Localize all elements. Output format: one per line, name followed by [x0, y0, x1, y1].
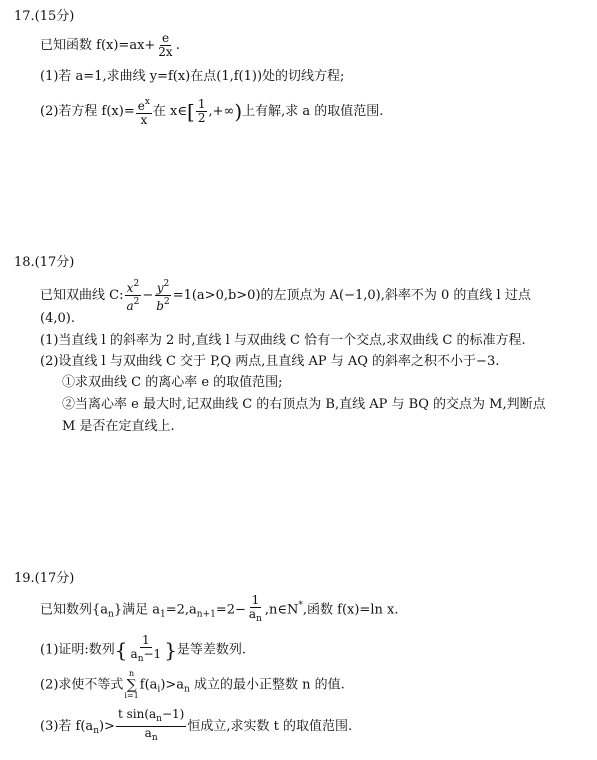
- denominator: $a_n$: [144, 726, 158, 743]
- numerator: $y^2$: [156, 279, 170, 295]
- stem-mid: =1(a>0,b>0)的左顶点为 A(−1,0),斜率不为 0 的直线 l 过点: [172, 288, 531, 303]
- problem-17-part-2: [40, 96, 383, 127]
- problem-18-number: 18.(17分): [14, 255, 75, 270]
- problem-19-part-1: (1)证明:数列{ $\frac{1}{a_n-1}$ }是等差数列.: [40, 633, 247, 664]
- left-bracket: [: [187, 99, 195, 124]
- numerator: 1: [142, 633, 150, 647]
- summation: [124, 670, 138, 700]
- fraction: [247, 594, 264, 626]
- right-paren: ): [234, 99, 243, 124]
- fraction: [156, 32, 174, 59]
- part-2-tail: 上有解,求 a 的取值范围.: [242, 104, 384, 119]
- y-fraction: [154, 278, 171, 313]
- problem-18-stem-continued: (4,0).: [40, 311, 75, 326]
- problem-18-stem: 已知双曲线 C: $\frac{x^2}{a^2}$ − $\frac{y^2}{b^2}$ =1(a>0,b>0)的左顶点为 A(−1,0),斜率不为 0 的直线 l 过点: [40, 279, 531, 313]
- problem-18-subpart-2: ②当离心率 e 最大时,记双曲线 C 的右顶点为 B,直线 AP 与 BQ 的交点为 M,判断点: [62, 397, 546, 412]
- problem-18-subpart-1: ①求双曲线 C 的离心率 e 的取值范围;: [62, 375, 283, 390]
- numerator: t $\sin(a_n-1)$: [116, 708, 186, 727]
- fraction: [136, 96, 152, 127]
- problem-17-stem: [40, 32, 180, 59]
- numerator: 1: [251, 593, 260, 607]
- function-expression: f(x)=ax+: [96, 38, 156, 53]
- exponent: x: [144, 97, 150, 107]
- sum-lower: i=1: [124, 691, 139, 700]
- denominator: 2x: [158, 45, 173, 59]
- right-brace: }: [164, 638, 177, 662]
- sigma-symbol: ∑: [126, 677, 137, 693]
- denominator: 2: [197, 111, 206, 125]
- x-fraction: [124, 278, 141, 313]
- problem-19-part-3: (3)若 $f(a_n)>$ $\frac{t \sin(a_n-1)}{a_n}$ 恒成立,求实数 t 的取值范围.: [40, 707, 353, 743]
- fraction: [129, 634, 164, 666]
- numerator: $x^2$: [126, 279, 140, 295]
- numerator-base: e: [137, 99, 145, 113]
- fraction: [116, 708, 186, 745]
- denominator: $a_n-1$: [130, 647, 162, 664]
- left-brace: {: [114, 638, 128, 662]
- half-fraction: [196, 98, 208, 125]
- problem-19-part-2: (2)求使不等式 n ∑ i=1 $f(a_i)>a_n$ 成立的最小正整数 n 的值.: [40, 669, 345, 700]
- numerator: 1: [197, 97, 206, 111]
- problem-18-part-2: (2)设直线 l 与双曲线 C 交于 P,Q 两点,且直线 AP 与 AQ 的斜率之积不小于−3.: [40, 354, 500, 369]
- denominator: x: [140, 113, 148, 127]
- numerator: [136, 96, 152, 114]
- sum-upper: n: [129, 669, 135, 678]
- problem-18-part-1: (1)当直线 l 的斜率为 2 时,直线 l 与双曲线 C 恰有一个交点,求双曲线 C 的标准方程.: [40, 333, 526, 348]
- problem-19-stem: 已知数列$\{a_n\}$满足 $a_1=2,a_{n+1}=2-$ $\frac{1}{a_n}$ ,n∈N*,函数 f(x)=ln x.: [40, 593, 399, 624]
- interval-end: ,+∞: [208, 104, 235, 119]
- denominator: $b^2$: [156, 297, 170, 313]
- stem-end: .: [175, 38, 180, 53]
- stem-text: 已知双曲线 C:: [40, 288, 124, 303]
- part-2-lead: (2)若方程 f(x)=: [40, 104, 135, 119]
- interval-lead: 在 x∈: [152, 104, 188, 119]
- denominator: $a_n$: [248, 607, 262, 624]
- problem-18-subpart-2-continued: M 是否在定直线上.: [62, 419, 175, 434]
- denominator: $a^2$: [126, 297, 140, 313]
- problem-19-number: 19.(17分): [14, 571, 75, 586]
- problem-17-number: 17.(15分): [14, 9, 75, 24]
- problem-17-part-1: (1)若 a=1,求曲线 y=f(x)在点(1,f(1))处的切线方程;: [40, 69, 345, 84]
- stem-text: 已知函数: [40, 38, 97, 53]
- numerator: e: [161, 31, 170, 45]
